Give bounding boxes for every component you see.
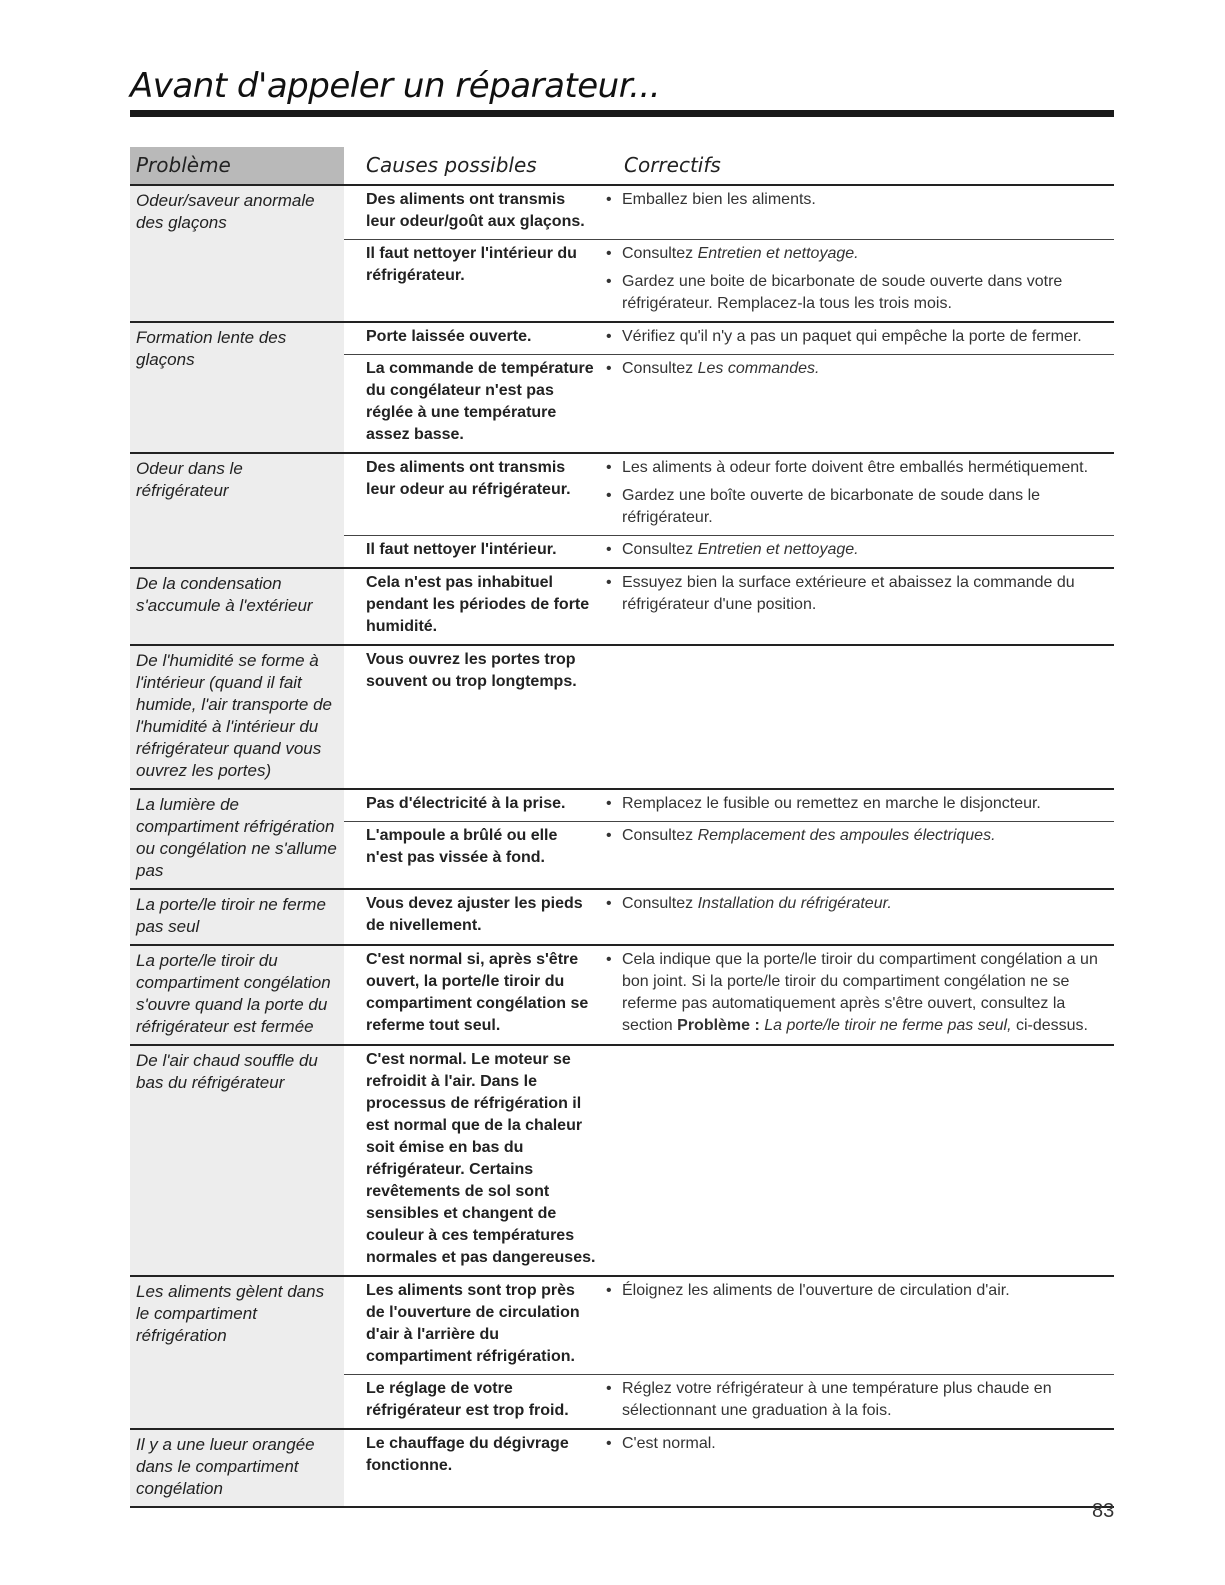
fix-text: Remplacez le fusible ou remettez en marche le disjoncteur. bbox=[622, 795, 1041, 812]
table-row bbox=[130, 569, 1114, 646]
fix-text: ci-dessus. bbox=[1011, 1017, 1088, 1034]
cause-list bbox=[344, 454, 1114, 567]
cause-cell: Cela n'est pas inhabituel pendant les périodes de forte humidité. bbox=[366, 574, 590, 635]
problem-cell: La lumière de compartiment réfrigération ou congélation ne s'allume pas bbox=[130, 790, 344, 888]
fix-item bbox=[602, 457, 1114, 479]
fix-text: C'est normal. bbox=[622, 1435, 716, 1452]
fix-text: Gardez une boîte ouverte de bicarbonate de soude dans le réfrigérateur. bbox=[622, 487, 1041, 526]
fix-list bbox=[602, 1280, 1114, 1368]
cause-cell: Porte laissée ouverte. bbox=[366, 328, 532, 345]
cause-cell: Les aliments sont trop près de l'ouverture de circulation d'air à l'arrière du compartiment réfrigération. bbox=[366, 1282, 580, 1365]
cause-row bbox=[344, 186, 1114, 239]
cause-row bbox=[344, 239, 1114, 321]
fix-text: Entretien et nettoyage. bbox=[697, 541, 859, 558]
header-fixes: Correctifs bbox=[624, 153, 721, 177]
fix-text: Gardez une boite de bicarbonate de soude ouverte dans votre réfrigérateur. Remplacez-la tous les trois mois. bbox=[622, 273, 1063, 312]
cause-cell: Des aliments ont transmis leur odeur au réfrigérateur. bbox=[366, 459, 571, 498]
cause-list bbox=[344, 323, 1114, 452]
fix-item bbox=[602, 893, 1114, 915]
fix-item bbox=[602, 326, 1114, 348]
cause-row bbox=[344, 535, 1114, 567]
fix-text: Les aliments à odeur forte doivent être emballés hermétiquement. bbox=[622, 459, 1089, 476]
problem-cell: De l'humidité se forme à l'intérieur (quand il fait humide, l'air transporte de l'humidité à l'intérieur du réfrigérateur quand vous ouvrez les portes) bbox=[130, 646, 344, 788]
fix-item bbox=[602, 485, 1114, 529]
cause-list bbox=[344, 1046, 1114, 1275]
fix-item bbox=[602, 572, 1114, 616]
fix-list bbox=[602, 539, 1114, 561]
fix-list bbox=[602, 189, 1114, 233]
fix-text: La porte/le tiroir ne ferme pas seul, bbox=[759, 1017, 1012, 1034]
table-row bbox=[130, 454, 1114, 569]
cause-cell: Vous ouvrez les portes trop souvent ou trop longtemps. bbox=[366, 651, 577, 690]
fix-text: Vérifiez qu'il n'y a pas un paquet qui empêche la porte de fermer. bbox=[622, 328, 1082, 345]
problem-cell: De la condensation s'accumule à l'extérieur bbox=[130, 569, 344, 644]
fix-text: Essuyez bien la surface extérieure et abaissez la commande du réfrigérateur d'une position. bbox=[622, 574, 1075, 613]
problem-cell: Il y a une lueur orangée dans le compartiment congélation bbox=[130, 1430, 344, 1506]
fix-text: Emballez bien les aliments. bbox=[622, 191, 816, 208]
fix-list bbox=[602, 649, 1114, 693]
fix-item bbox=[602, 1433, 1114, 1455]
cause-row bbox=[344, 890, 1114, 943]
problem-cell: Formation lente des glaçons bbox=[130, 323, 344, 452]
cause-row bbox=[344, 821, 1114, 875]
table-row bbox=[130, 890, 1114, 946]
fix-list bbox=[602, 243, 1114, 315]
fix-text: Réglez votre réfrigérateur à une température plus chaude en sélectionnant une graduation à la fois. bbox=[622, 1380, 1052, 1419]
fix-item bbox=[602, 1280, 1114, 1302]
table-row bbox=[130, 1046, 1114, 1277]
cause-row bbox=[344, 1430, 1114, 1483]
table-body bbox=[130, 186, 1114, 1508]
cause-cell: L'ampoule a brûlé ou elle n'est pas vissée à fond. bbox=[366, 827, 558, 866]
cause-row bbox=[344, 646, 1114, 699]
fix-list bbox=[602, 1433, 1114, 1477]
fix-list bbox=[602, 793, 1114, 815]
fix-text: Les commandes. bbox=[697, 360, 820, 377]
cause-row bbox=[344, 1277, 1114, 1374]
page-title: Avant d'appeler un réparateur... bbox=[130, 66, 661, 106]
cause-cell: Il faut nettoyer l'intérieur du réfrigérateur. bbox=[366, 245, 577, 284]
fix-list bbox=[602, 326, 1114, 348]
table-row bbox=[130, 1277, 1114, 1430]
cause-row bbox=[344, 354, 1114, 452]
cause-row bbox=[344, 323, 1114, 354]
fix-text: Éloignez les aliments de l'ouverture de circulation d'air. bbox=[622, 1282, 1010, 1299]
cause-cell: C'est normal. Le moteur se refroidit à l'air. Dans le processus de réfrigération il est normal que de la chaleur soit émise en bas du réfrigérateur. Certains revêtements de sol sont sensibles et changent de couleur à ces températures normales et pas dangereuses. bbox=[366, 1051, 596, 1266]
cause-row bbox=[344, 1046, 1114, 1275]
problem-cell: La porte/le tiroir ne ferme pas seul bbox=[130, 890, 344, 944]
fix-list bbox=[602, 949, 1114, 1037]
fix-list bbox=[602, 893, 1114, 937]
fix-text: Consultez bbox=[622, 827, 698, 844]
table-row bbox=[130, 790, 1114, 890]
cause-cell: Le réglage de votre réfrigérateur est trop froid. bbox=[366, 1380, 569, 1419]
cause-row bbox=[344, 1374, 1114, 1428]
problem-cell: La porte/le tiroir du compartiment congélation s'ouvre quand la porte du réfrigérateur est fermée bbox=[130, 946, 344, 1044]
table-row bbox=[130, 1430, 1114, 1508]
fix-list bbox=[602, 1378, 1114, 1422]
cause-cell: Il faut nettoyer l'intérieur. bbox=[366, 541, 557, 558]
fix-item bbox=[602, 271, 1114, 315]
fix-text: Consultez bbox=[622, 541, 698, 558]
page-number: 83 bbox=[1092, 1500, 1115, 1522]
fix-list bbox=[602, 1049, 1114, 1269]
fix-text: Installation du réfrigérateur. bbox=[697, 895, 892, 912]
cause-row bbox=[344, 946, 1114, 1043]
fix-item bbox=[602, 1378, 1114, 1422]
problem-cell: Les aliments gèlent dans le compartiment réfrigération bbox=[130, 1277, 344, 1428]
cause-row bbox=[344, 569, 1114, 644]
fix-text: Consultez bbox=[622, 245, 698, 262]
cause-list bbox=[344, 186, 1114, 321]
cause-cell: La commande de température du congélateur n'est pas réglée à une température assez basse. bbox=[366, 360, 594, 443]
header-problem: Problème bbox=[130, 147, 344, 184]
header-causes: Causes possibles bbox=[366, 153, 537, 177]
fix-item bbox=[602, 793, 1114, 815]
problem-cell: Odeur/saveur anormale des glaçons bbox=[130, 186, 344, 321]
cause-list bbox=[344, 890, 1114, 944]
table-header bbox=[130, 147, 1114, 186]
cause-cell: Des aliments ont transmis leur odeur/goût aux glaçons. bbox=[366, 191, 585, 230]
fix-item bbox=[602, 189, 1114, 211]
table-row bbox=[130, 186, 1114, 323]
problem-cell: Odeur dans le réfrigérateur bbox=[130, 454, 344, 567]
cause-cell: C'est normal si, après s'être ouvert, la porte/le tiroir du compartiment congélation se referme tout seul. bbox=[366, 951, 589, 1034]
troubleshooting-table bbox=[130, 147, 1114, 1508]
fix-text: Cela indique que la porte/le tiroir du compartiment congélation a un bon joint. Si la porte/le tiroir du compartiment congélation ne se referme pas automatiquement après s'être ouvert, consultez la section bbox=[622, 951, 1098, 1034]
cause-list bbox=[344, 1277, 1114, 1428]
title-rule bbox=[130, 110, 1114, 117]
fix-list bbox=[602, 358, 1114, 446]
fix-text: Remplacement des ampoules électriques. bbox=[697, 827, 996, 844]
fix-list bbox=[602, 457, 1114, 529]
fix-item bbox=[602, 539, 1114, 561]
cause-list bbox=[344, 1430, 1114, 1506]
cause-cell: Le chauffage du dégivrage fonctionne. bbox=[366, 1435, 569, 1474]
table-row bbox=[130, 646, 1114, 790]
cause-list bbox=[344, 646, 1114, 788]
problem-cell: De l'air chaud souffle du bas du réfrigérateur bbox=[130, 1046, 344, 1275]
fix-list bbox=[602, 572, 1114, 638]
cause-row bbox=[344, 790, 1114, 821]
cause-cell: Pas d'électricité à la prise. bbox=[366, 795, 566, 812]
fix-list bbox=[602, 825, 1114, 869]
fix-item bbox=[602, 243, 1114, 265]
fix-text: Consultez bbox=[622, 895, 698, 912]
cause-list bbox=[344, 946, 1114, 1044]
fix-item bbox=[602, 825, 1114, 847]
fix-text: Consultez bbox=[622, 360, 698, 377]
cause-cell: Vous devez ajuster les pieds de nivellement. bbox=[366, 895, 583, 934]
fix-item bbox=[602, 949, 1114, 1037]
cause-list bbox=[344, 569, 1114, 644]
cause-row bbox=[344, 454, 1114, 535]
cause-list bbox=[344, 790, 1114, 888]
table-row bbox=[130, 946, 1114, 1046]
fix-item bbox=[602, 358, 1114, 380]
table-row bbox=[130, 323, 1114, 454]
fix-text: Entretien et nettoyage. bbox=[697, 245, 859, 262]
fix-text: Problème : bbox=[677, 1017, 760, 1034]
